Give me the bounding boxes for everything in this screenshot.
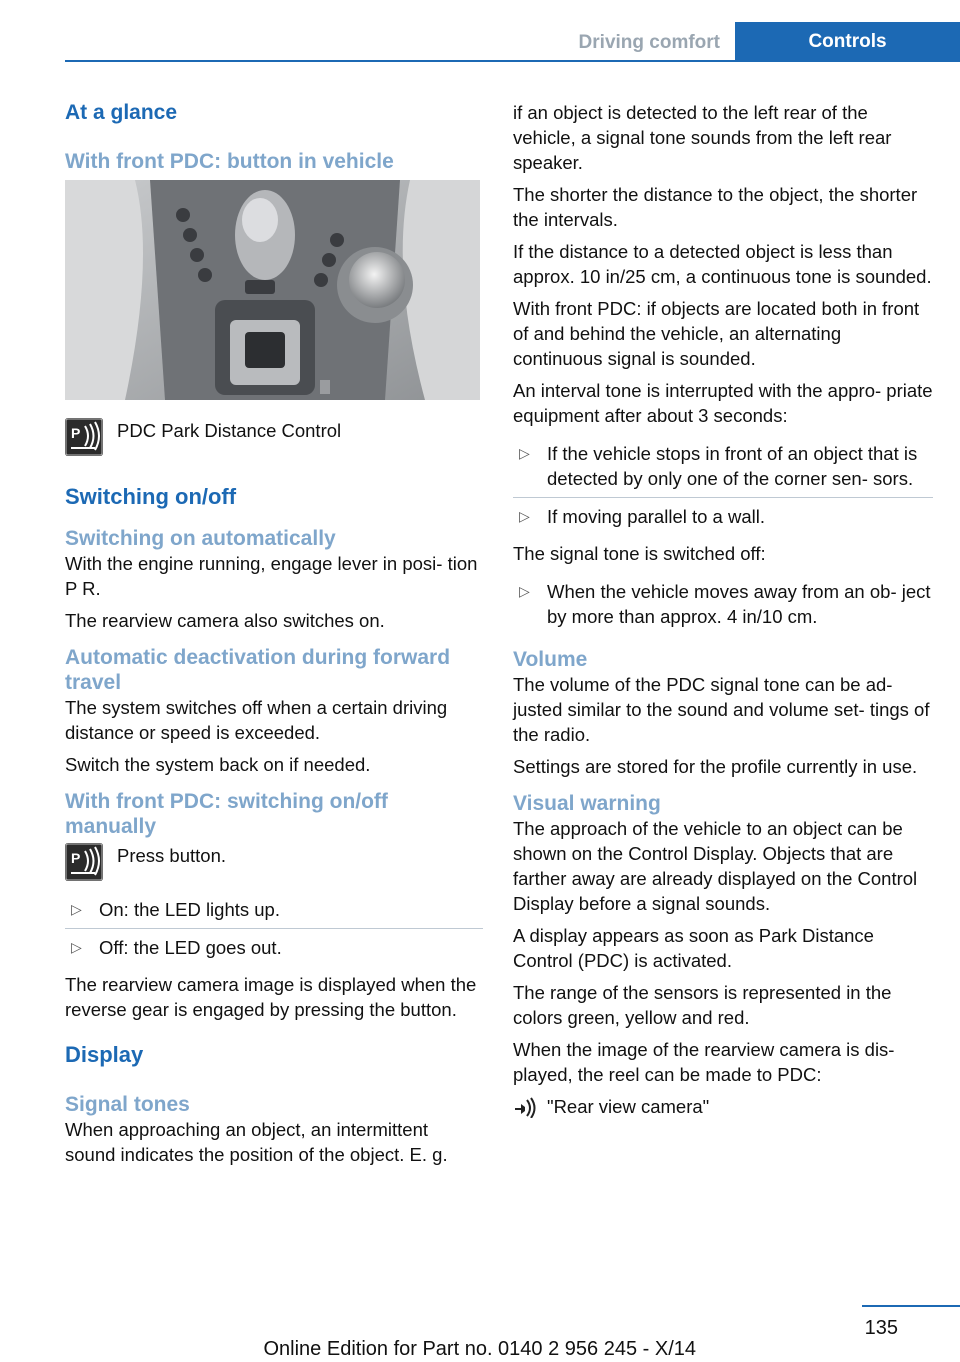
right-paragraph-2: The shorter the distance to the object, the shorter the intervals. — [513, 184, 918, 230]
header-tab-controls: Controls — [735, 22, 960, 62]
rear-camera-icon — [513, 1096, 539, 1118]
right-paragraph-5: An interval tone is interrupted with the appro‐ priate equipment after about 3 seconds: — [513, 380, 933, 426]
list-item — [513, 573, 933, 635]
triangle-bullet-icon: ▷ — [519, 583, 530, 599]
switch-back-text: Switch the system back on if needed. — [65, 754, 371, 775]
right-paragraph-1: if an object is detected to the left rear of the vehicle, a signal tone sounds from the left rear speaker. — [513, 102, 892, 173]
visual-text-4: When the image of the rearview camera is dis‐ played, the reel can be made to PDC: — [513, 1039, 895, 1085]
auto-text: With the engine running, engage lever in posi‐ tion P R. — [65, 553, 478, 599]
volume-text: The volume of the PDC signal tone can be ad‐ justed similar to the sound and volume set‐ tings of the radio. — [513, 674, 930, 745]
visual-text-3: The range of the sensors is represented in the colors green, yellow and red. — [513, 982, 892, 1028]
pdc-caption-row — [65, 418, 483, 458]
center-console-photo — [65, 180, 480, 400]
header-rule — [65, 60, 960, 62]
rearview-gear-text: The rearview camera image is displayed when the reverse gear is engaged by pressing the button. — [65, 974, 477, 1020]
list-item-text: On: the LED lights up. — [99, 899, 280, 920]
pdc-button-icon — [65, 418, 103, 456]
heading-at-a-glance: At a glance — [65, 101, 178, 124]
visual-text-1: The approach of the vehicle to an object can be shown on the Control Display. Objects that are farther away are already displayed on the Control Display before a signal sounds. — [513, 818, 918, 914]
right-column — [513, 100, 933, 1119]
triangle-bullet-icon: ▷ — [71, 939, 82, 955]
rear-camera-label: "Rear view camera" — [547, 1096, 710, 1117]
page-header — [0, 0, 960, 62]
list-item — [513, 435, 933, 498]
deactivation-text: The system switches off when a certain driving distance or speed is exceeded. — [65, 697, 448, 743]
press-button-row — [65, 843, 483, 883]
list-item-text: Off: the LED goes out. — [99, 937, 282, 958]
list-item-text: When the vehicle moves away from an ob‐ ject by more than approx. 4 in/10 cm. — [547, 581, 931, 627]
page-number: 135 — [864, 1317, 898, 1339]
right-paragraph-3: If the distance to a detected object is less than approx. 10 in/25 cm, a continuous tone is sounded. — [513, 241, 932, 287]
triangle-bullet-icon: ▷ — [519, 508, 530, 524]
list-item — [65, 929, 483, 966]
list-item-text: If moving parallel to a wall. — [547, 506, 765, 527]
right-paragraph-6: The signal tone is switched off: — [513, 543, 766, 564]
edition-text: Online Edition for Part no. 0140 2 956 245 - X/14 — [263, 1338, 696, 1360]
heading-visual-warning: Visual warning — [513, 792, 661, 815]
tone-off-list — [513, 573, 933, 635]
header-section-title: Driving comfort — [578, 32, 720, 53]
heading-volume: Volume — [513, 648, 588, 671]
left-column — [65, 100, 483, 1174]
heading-display: Display — [65, 1042, 144, 1067]
interval-tone-list — [513, 435, 933, 535]
svg-text:P: P — [71, 425, 81, 441]
right-paragraph-4: With front PDC: if objects are located both in front of and behind the vehicle, an alternating continuous signal is sounded. — [513, 298, 920, 369]
triangle-bullet-icon: ▷ — [519, 445, 530, 461]
heading-switching-onoff: Switching on/off — [65, 484, 237, 509]
led-state-list — [65, 891, 483, 966]
list-item-text: If the vehicle stops in front of an object that is detected by only one of the corner sen‐ sors. — [547, 443, 918, 489]
volume-text-2: Settings are stored for the profile currently in use. — [513, 756, 918, 777]
page-footer — [0, 1305, 960, 1362]
heading-manual-switching: With front PDC: switching on/off manually — [65, 790, 388, 838]
signal-text: When approaching an object, an intermittent sound indicates the position of the object. E. g. — [65, 1119, 448, 1165]
heading-front-pdc-button: With front PDC: button in vehicle — [65, 150, 394, 173]
footer-rule — [862, 1305, 960, 1307]
list-item — [65, 891, 483, 929]
heading-signal-tones: Signal tones — [65, 1093, 190, 1116]
list-item — [513, 498, 933, 535]
pdc-button-icon — [65, 843, 103, 881]
heading-auto-deactivation: Automatic deactivation during forward travel — [65, 646, 451, 694]
rear-camera-row — [513, 1094, 933, 1119]
triangle-bullet-icon: ▷ — [71, 901, 82, 917]
visual-text-2: A display appears as soon as Park Distance Control (PDC) is activated. — [513, 925, 874, 971]
heading-switching-auto: Switching on automatically — [65, 527, 336, 550]
rearview-on-text: The rearview camera also switches on. — [65, 610, 385, 631]
svg-text:P: P — [71, 850, 81, 866]
press-button-text: Press button. — [117, 845, 227, 866]
pdc-caption-text: PDC Park Distance Control — [117, 420, 342, 441]
